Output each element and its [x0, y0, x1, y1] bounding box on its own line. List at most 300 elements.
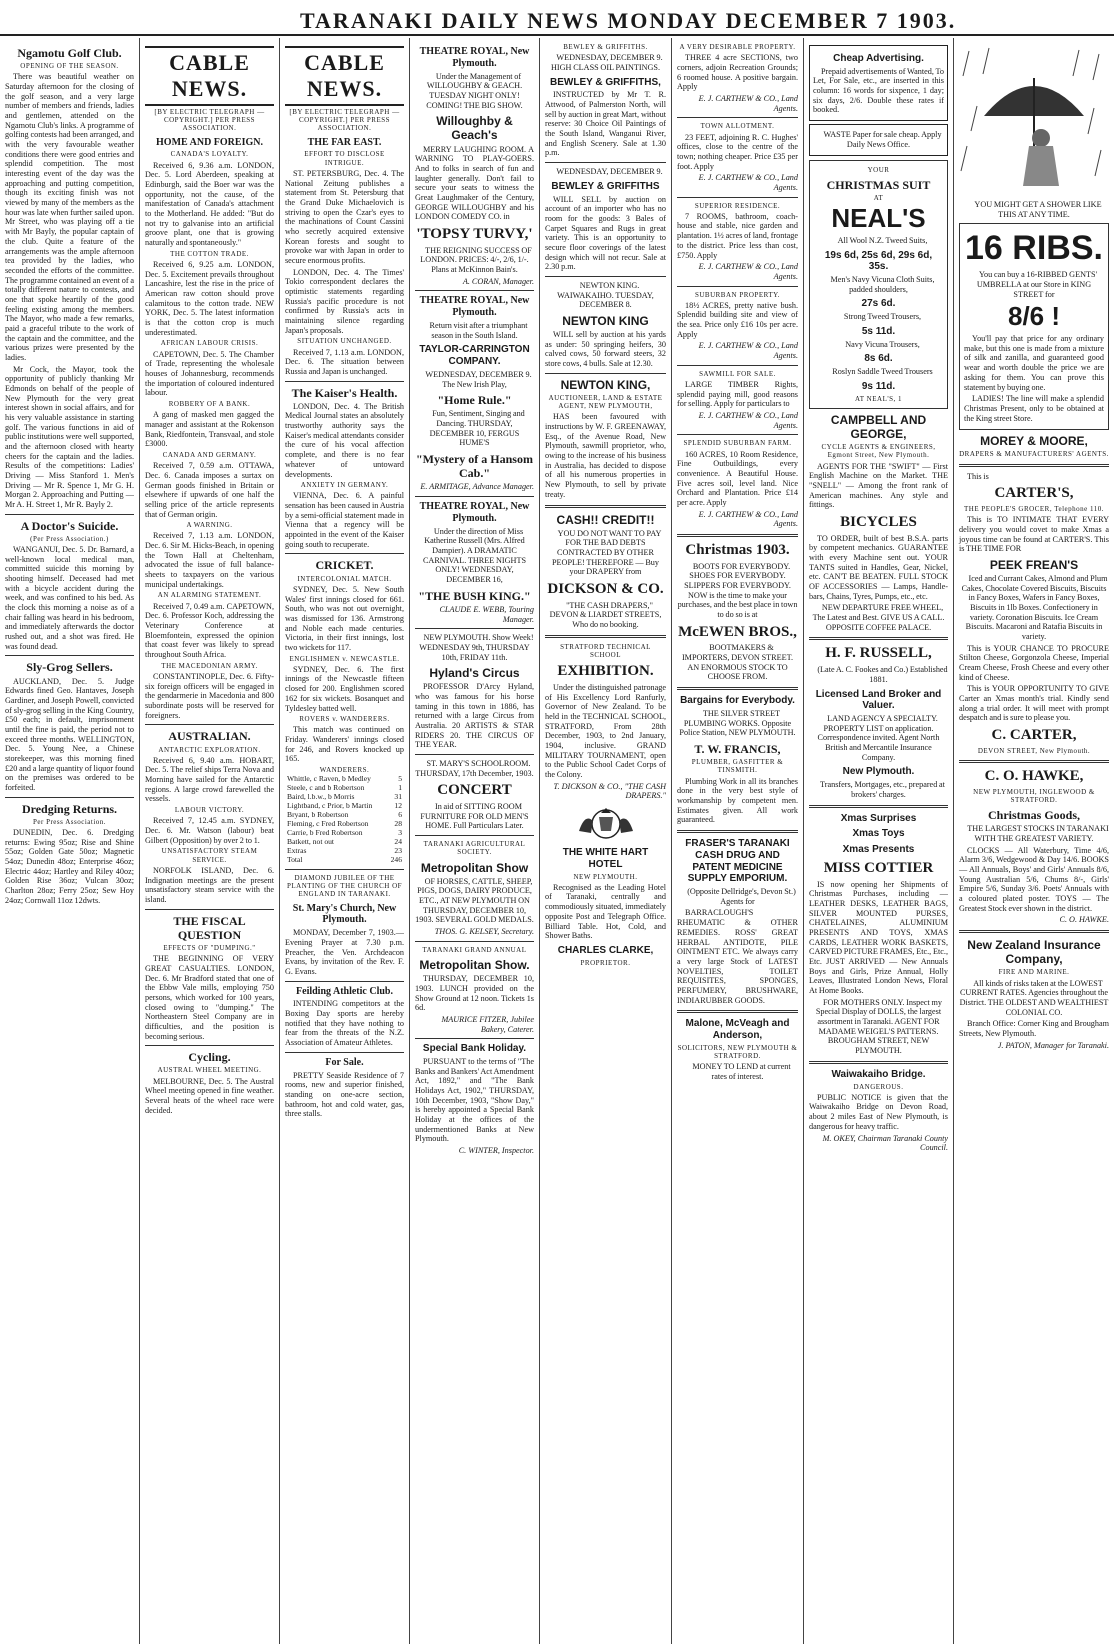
story-heading: AFRICAN LABOUR CRISIS.	[160, 339, 259, 348]
nz-insurance-heading: New Zealand Insurance Company,	[967, 938, 1101, 967]
story-text: Received 6, 9.40 a.m. HOBART, Dec. 5. The relief ships Terra Nova and Morning have sailed for the Antarctic regions. A large crowd farewelled the vessels.	[145, 755, 274, 804]
scorecard-row	[285, 847, 404, 856]
property-text: 160 ACRES, 10 Room Residence, Fine Outbuildings, every convenience. A Beautiful House. Five acres soil, level land. Nice Orchard and Plantation. Price £14 per acre. Apply	[677, 449, 798, 508]
batsman-name: Carrie, b Fred Robertson	[287, 828, 363, 838]
divider	[415, 941, 534, 942]
theatre-manager: CLAUDE E. WEBB, Touring Manager.	[439, 604, 534, 624]
story-text: LONDON, Dec. 4. The Times' Tokio correspondent declares the optimistic statements regarding Russia's pacific procedure is not confirmed by Russia's acts in maintaining silence regarding Japan's proposals.	[285, 267, 404, 335]
new-plymouth-heading: New Plymouth.	[842, 766, 915, 778]
suit-text: Men's Navy Vicuna Cloth Suits, padded shoulders,	[830, 275, 935, 294]
circus-heading: NEW PLYMOUTH. Show Week! WEDNESDAY 9th, THURSDAY 10th, FRIDAY 11th.	[419, 633, 534, 662]
plumber-name: T. W. FRANCIS,	[694, 741, 781, 756]
show-text: OF HORSES, CATTLE, SHEEP, PIGS, DOGS, DAIRY PRODUCE, ETC., AT NEW PLYMOUTH ON THURSDAY, DECEMBER 10, 1903. SEVERAL GOLD MEDALS.	[415, 876, 534, 925]
hotel-text: Recognised as the Leading Hotel of Taranaki, centrally and commodiously situated, immediately opposite Post and Telegraph Office. Billiard Table. Hot, Cold, and Shower Baths.	[545, 882, 666, 941]
divider	[285, 553, 404, 554]
russell-text: LAND AGENCY A SPECIALTY. PROPERTY LIST on application. Correspondence invited. Agent North British and Mercantile Insurance Company.	[817, 714, 940, 762]
hawke-text: THE LARGEST STOCKS IN TARANAKI WITH THE GREATEST VARIETY.	[967, 824, 1109, 844]
bank-holiday-heading: Special Bank Holiday.	[422, 1043, 527, 1055]
boots-text: BOOTS FOR EVERYBODY. SHOES FOR EVERYBODY. SLIPPERS FOR EVERYBODY. NOW is the time to make your purchases, and the best place in town to do so is at	[677, 561, 798, 620]
neals-suit-ad	[809, 160, 948, 409]
play-title: "Mystery of a Hansom Cab."	[416, 452, 533, 481]
golf-heading: Ngamotu Golf Club.	[17, 46, 122, 60]
campbell-text: AGENTS FOR THE "SWIFT" — First English Machine on the Market. THE "SNELL" — Among the front rank of American machines. Any style and fittings.	[809, 461, 948, 510]
story-text: A gang of masked men gagged the manager and assistant at the Rokenson Bank, Riedfontein, Transvaal, and stole £3000.	[145, 410, 274, 449]
c-carter-heading: C. CARTER,	[991, 727, 1077, 744]
hawke-heading: C. O. HAWKE,	[984, 768, 1084, 785]
batsman-name: Steele, c and b Robertson	[287, 783, 365, 793]
xmas-item: Xmas Surprises	[840, 812, 917, 824]
batsman-name: Fleming, c Fred Robertson	[287, 819, 369, 829]
property-text: 18½ ACRES, pretty native bush. Splendid building site and view of the sea. Price only £16 10s per acre. Apply	[677, 300, 798, 339]
story-heading: INTERCOLONIAL MATCH.	[297, 574, 392, 583]
story-heading: LABOUR VICTORY.	[174, 806, 245, 815]
proprietor-title: PROPRIETOR.	[580, 958, 631, 967]
land-agent: E. J. CARTHEW & CO., Land Agents.	[698, 262, 798, 281]
suit-price: 9s 11d.	[861, 380, 896, 392]
property-heading: SAWMILL FOR SALE.	[699, 369, 776, 378]
christmas-goods-heading: Christmas Goods,	[987, 808, 1080, 823]
solicitors-text: MONEY TO LEND at current rates of interest.	[692, 1062, 791, 1081]
carters-sub: THE PEOPLE'S GROCER, Telephone 110.	[964, 504, 1104, 513]
story-text: CAPETOWN, Dec. 5. The Chamber of Trade, representing the wholesale houses of Johannesburg, recommends the importation of coloured indentured labour.	[145, 349, 274, 398]
theatre-text: Return visit after a triumphant season in the South Island.	[429, 320, 528, 340]
opportunity-text: This is YOUR OPPORTUNITY TO GIVE Carter an Xmas month's trial. Kindly send along a trial order. It will meet with prompt despatch and is sure to please you.	[959, 684, 1109, 723]
divider	[415, 628, 534, 629]
land-agent: E. J. CARTHEW & CO., Land Agents.	[698, 173, 798, 192]
suit-text: All Wool N.Z. Tweed Suits,	[837, 235, 928, 245]
society-name: TARANAKI AGRICULTURAL SOCIETY.	[423, 840, 526, 857]
show-text: THURSDAY, DECEMBER 10, 1903. LUNCH provided on the Show Ground at 12 noon. Tickets 1s 6d.	[415, 974, 534, 1013]
theatre-text: MERRY LAUGHING ROOM. A WARNING TO PLAY-GOERS. And to folks in search of fun and laughter generally. Don't fail to secure your seats to witness the Great Laughmaker of the Century, GEORGE WILLOUGHBY and his LONDON COMEDY CO. in	[415, 144, 534, 222]
nz-insurance-signature: J. PATON, Manager for Taranaki.	[997, 1040, 1109, 1050]
transfers-text: Transfers, Mortgages, etc., prepared at brokers' charges.	[820, 780, 945, 799]
divider	[959, 760, 1109, 763]
batsman-name: Baird, l.b.w., b Morris	[287, 792, 355, 802]
auctioneer-name: BEWLEY & GRIFFITHS,	[550, 76, 661, 88]
batsman-name: Bryant, b Robertson	[287, 810, 349, 820]
theatre-text: Fun, Sentiment, Singing and Dancing. THURSDAY, DECEMBER 10, FERGUS HUME'S	[429, 409, 525, 448]
story-heading: EFFECTS OF "DUMPING."	[163, 943, 256, 952]
land-agent: E. J. CARTHEW & CO., Land Agents.	[698, 93, 798, 113]
sixteen-ribs-heading: 16 RIBS.	[965, 229, 1103, 268]
bridge-sub: DANGEROUS.	[853, 1082, 904, 1091]
divider	[545, 162, 666, 163]
property-text: LARGE TIMBER Rights, splendid paying mill, good reasons for selling. Apply for particulars to	[677, 380, 798, 409]
batsman-name: Extras	[287, 845, 307, 855]
slygrog-article: AUCKLAND, Dec. 5. Judge Edwards fined Geo. Hantaves, Joseph Gardiner, and Joseph Powell, convicted of sly-grog selling in the King Country, £50 each; in default, imprisonment until the fine is paid, the period not to exceed three months. WELLINGTON, Dec. 5. Young Nee, a Chinese storekeeper, was this morning fined £20 and a large quantity of liquor found on the premises was ordered to be forfeited.	[5, 676, 134, 792]
divider	[285, 981, 404, 982]
play-title: 'TOPSY TURVY,'	[416, 225, 533, 242]
hawke-sub: NEW PLYMOUTH, INGLEWOOD & STRATFORD.	[973, 787, 1095, 804]
bootmaker-text: BOOTMAKERS & IMPORTERS, DEVON STREET. AN ENORMOUS STOCK TO CHOOSE FROM.	[681, 643, 794, 682]
bootmaker-name: McEWEN BROS.,	[678, 623, 797, 640]
exhibition-text: Under the distinguished patronage of His Excellency Lord Ranfurly, Governor of New Zealand. To be held in the TECHNICAL SCHOOL, STRATFORD, From 28th December, 1903, to 2nd January, 1904, inclusive. GRAND MILITARY TOURNAMENT, open to the Public School Cadet Corps of the Colony.	[545, 682, 666, 779]
column-property	[672, 38, 804, 1644]
auctioneer-name: NEWTON KING,	[560, 377, 651, 392]
cheap-advertising-text: Prepaid advertisements of Wanted, To Let, For Sale, etc., are inserted in this column: 16 words for sixpence, 1 day; six days, 2/6. Double these rates if booked.	[813, 66, 945, 115]
story-text: Received 7, 1.13 a.m. LONDON, Dec. 6. Sir M. Hicks-Beach, in opening the Town Hall at Cheltenham, advocated the issue of full balance-sheets to taxpayers on the various municipal undertakings.	[145, 531, 274, 589]
story-text: ST. PETERSBURG, Dec. 4. The National Zeitung publishes a statement from St. Petersburg that the Grand Duke Michaelovich is striving to open the Czar's eyes to the machinations of Count Cassini who secretly acquired extensive Korean forests and sought to provoke war with Japan in order to secure enormous profits.	[285, 168, 404, 265]
bicycles-heading: BICYCLES	[840, 514, 917, 531]
theatre-heading: THEATRE ROYAL, New Plymouth.	[419, 295, 530, 319]
cheese-text: This is YOUR CHANCE TO PROCURE Stilton Cheese, Gorgonzola Cheese, Imperial Cream Cheese, Frosh Cheese and every other kind of Cheese.	[959, 643, 1109, 682]
newspaper-page	[0, 38, 1114, 1644]
story-heading: A WARNING.	[186, 521, 233, 530]
hawke-signature: C. O. HAWKE.	[1059, 915, 1109, 925]
story-text: LONDON, Dec. 4. The British Medical Journal states an absolutely trustworthy authority says the Kaiser's medical attendants consider the cure of his vocal affection complete, and there is no fear whatever of untoward developments.	[285, 401, 404, 479]
divider	[545, 373, 666, 374]
hotel-location: NEW PLYMOUTH.	[573, 872, 638, 881]
column-retail	[954, 38, 1114, 1644]
neals-name: NEAL'S	[831, 203, 926, 234]
story-heading: ROVERS v. WANDERERS.	[299, 715, 390, 724]
story-heading: ANXIETY IN GERMANY.	[300, 481, 389, 490]
suit-text: Strong Tweed Trousers,	[843, 312, 922, 322]
divider	[415, 1038, 534, 1039]
divider	[415, 835, 534, 836]
bridge-heading: Waiwakaiho Bridge.	[831, 1068, 926, 1080]
company-name: TAYLOR-CARRINGTON COMPANY.	[419, 344, 530, 368]
campbell-sub: CYCLE AGENTS & ENGINEERS, Egmont Street, New Plymouth.	[821, 443, 936, 460]
story-heading: THE MACEDONIAN ARMY.	[161, 661, 258, 670]
proprietor-name: CHARLES CLARKE,	[557, 944, 654, 956]
show-secretary: THOS. G. KELSEY, Secretary.	[434, 927, 534, 937]
bargains-heading: Bargains for Everybody.	[680, 695, 795, 707]
drapery-text: YOU DO NOT WANT TO PAY FOR THE BAD DEBTS CONTRACTED BY OTHER PEOPLE! THEREFORE — Buy your DRAPERY from	[552, 528, 662, 577]
suit-text: Navy Vicuna Trousers,	[845, 339, 920, 349]
auctioneer-title: AUCTIONEER, LAND & ESTATE AGENT, NEW PLYMOUTH,	[548, 393, 663, 411]
nz-insurance-text: Branch Office: Corner King and Brougham Streets, New Plymouth.	[959, 1019, 1109, 1039]
theatre-text: Under the Management of WILLOUGHBY & GEACH. TUESDAY NIGHT ONLY! COMING! THE BIG SHOW.	[426, 71, 523, 110]
column-entertainments	[410, 38, 540, 1644]
page-folio: TARANAKI DAILY NEWS MONDAY DECEMBER 7 1903.	[300, 8, 957, 33]
this-is-label: This is	[967, 471, 989, 481]
batsman-runs: 23	[394, 845, 402, 855]
divider	[415, 496, 534, 497]
carters-heading: CARTER'S,	[994, 485, 1074, 502]
plumbing-text: Plumbing Work in all its branches done in the very best style of workmanship by competent men. Estimates given. All work guaranteed.	[677, 776, 798, 825]
story-text: THE BEGINNING OF VERY GREAT CASUALTIES. LONDON, Dec. 6. Mr Bradford stated that one of the Ebbw Vale mills, employing 750 persons, which worked for 100 years, closed owing to "dumping." The Northeastern Steel Company are in difficulties, and the position is becoming serious.	[145, 954, 274, 1041]
property-heading: SUBURBAN PROPERTY.	[694, 290, 781, 299]
land-agent: E. J. CARTHEW & CO., Land Agents.	[698, 341, 798, 361]
theatre-heading: THEATRE ROYAL, New Plymouth.	[419, 46, 530, 69]
russell-heading: H. F. RUSSELL,	[825, 645, 932, 662]
show-title: Metropolitan Show.	[419, 958, 530, 973]
story-text: Received 7, 1.13 a.m. LONDON, Dec. 6. The situation between Russia and Japan is unchanged.	[285, 347, 404, 376]
suit-prices: 19s 6d, 25s 6d, 29s 6d, 35s.	[824, 249, 933, 273]
christmas-heading: Christmas 1903.	[685, 542, 790, 559]
campbell-heading: CAMPBELL AND GEORGE,	[830, 412, 927, 442]
bank-holiday-text: PURSUANT to the terms of "The Banks and Bankers' Act Amendment Act, 1892," and "The Bank Holidays Act, 1902," THURSDAY, 10th December, 1903, "Show Day," is hereby appointed a Special Bank Holiday at the offices of the undermentioned Banks at New Plymouth.	[415, 1057, 534, 1144]
hawke-text: CLOCKS — All Waterbury, Time 4/6, Alarm 3/6, Wedgewood & Day 14/6. BOOKS — All Annuals, Boys' and Girls' Annuals 8/6, Young Australian 5/6, Chums 8/-, Girls' Empire 5/6, Sunday 3/6. Poets' Annuals with a coloured plated poster. TOYS — The Greatest Stock ever shown in the district.	[959, 845, 1109, 913]
section-heading: The Kaiser's Health.	[291, 385, 398, 400]
suicide-article: WANGANUI, Dec. 5. Dr. Barnard, a well-known local medical man, committed suicide this morning by shooting himself. Deceased had met with a bicycle accident during the week, and was confined to his bed. As the clock this morning a noise as of a chair falling was heard in his bedroom, and immediately afterwards the doctor rushed out, and a shot was fired. He was found dead.	[5, 545, 134, 651]
cottier-text: FOR MOTHERS ONLY. Inspect my Special Display of DOLLS, the largest assortment in Taranaki. AGENT FOR MADAME WEIGEL'S PATTERNS. BROUGHAM STREET, NEW PLYMOUTH.	[815, 997, 943, 1056]
story-text: Received 6, 9.25 a.m. LONDON, Dec. 5. Excitement prevails throughout Lancashire, lest the rise in the price of American raw cotton should prove calamitous to the cotton trade. NEW YORK, Dec. 5. The latest information is that the cotton crop is much underestimated.	[145, 260, 274, 337]
batsman-name: Total	[287, 854, 303, 864]
section-heading: THE FAR EAST.	[307, 136, 382, 148]
divider	[677, 434, 798, 435]
plumber-trade: PLUMBER, GASFITTER & TINSMITH.	[691, 758, 784, 775]
story-text: Received 7, 0.59 a.m. OTTAWA, Dec. 6. Canada imposes a surtax on German goods finished in Britain or elsewhere if upwards of one half the selling price of the article represents that of German origin.	[145, 461, 274, 519]
auction-text: HAS been favoured with instructions by W. F. GREENAWAY, Esq., of the Avenue Road, New Plymouth, sawmill proprietor, who, owing to the increase of his business in Australia, has decided to dispose of all his numerous properties in New Plymouth, to sell by private treaty.	[545, 412, 666, 499]
solicitors-title: SOLICITORS, NEW PLYMOUTH & STRATFORD.	[677, 1043, 798, 1061]
golf-article: There was beautiful weather on Saturday afternoon for the closing of the golf season, and a very large number of members and friends, ladies and gentlemen, attended on the Ngamotu Club's links. A programme of golfing contests had been arranged, and with the very favourable weather conditions there were good entries and splendid competition. The most interesting event of the day was the approaching and putting competition, though its exciting finish was not viewed by many of the members as the hour was late when further sailed upon. Mr Street, who was playing off a tie with Mr Bayly, the popular captain of the club. Quite a feature of the arrangements was the ample afternoon tea provided by the ladies, who seconded the efforts of the committee. The programme contained an event of a totally different nature to contests, and one that spoke heartily of the good feeling existing among the members. The Mayor, who made a few remarks, paid a graceful tribute to the work of the captain and the committee, and the various prizes were presented by the ladies.	[5, 72, 134, 362]
suicide-heading: A Doctor's Suicide.	[20, 518, 119, 533]
auction-text: WILL SELL by auction on account of an importer who has no room for the goods: 3 Bales of Carpet Squares and Rugs in great variety. This is an opportunity to secure floor coverings of the latest design which will not recur. Sale at 2.30 p.m.	[545, 194, 666, 272]
scorecard-table	[285, 775, 404, 865]
story-text: SYDNEY, Dec. 5. New South Wales' first innings closed for 661. South, who was not out overnight, was dismissed for 136. Armstrong and Noble each made centuries. Victoria, in their first innings, lost two wickets for 117.	[285, 584, 404, 652]
nz-insurance-sub: FIRE AND MARINE.	[998, 968, 1070, 977]
divider	[677, 365, 798, 366]
morey-moore-sub: DRAPERS & MANUFACTURERS' AGENTS.	[959, 450, 1109, 459]
cable-news-title: CABLE NEWS.	[145, 46, 274, 106]
divider	[145, 909, 274, 910]
umbrella-rain-illustration-icon	[959, 46, 1109, 196]
umbrella-ad	[959, 223, 1109, 430]
auctioneer-name: NEWTON KING	[562, 313, 649, 328]
c-carter-sub: DEVON STREET, New Plymouth.	[977, 746, 1091, 755]
auction-date: NEWTON KING. WAIWAKAIHO. TUESDAY, DECEMBER 8.	[557, 280, 654, 310]
nz-insurance-text: All kinds of risks taken at the LOWEST CURRENT RATES. Agencies throughout the District. THE OLDEST AND WEALTHIEST COLONIAL CO.	[959, 978, 1109, 1017]
auction-date: WEDNESDAY, DECEMBER 9.	[556, 167, 663, 177]
suit-address: AT NEAL'S, 1	[855, 394, 902, 403]
church-heading: St. Mary's Church, New Plymouth.	[292, 902, 397, 926]
suit-price: 5s 11d.	[861, 325, 896, 337]
property-text: 23 FEET, adjoining R. C. Hughes' offices, close to the centre of the town; nothing cheaper. Price £35 per foot. Apply	[677, 132, 798, 171]
story-text: Received 6, 9.36 a.m. LONDON, Dec. 5. Lord Aberdeen, speaking at Edinburgh, said the Boer war was the opportunity, not the cause, of the manifestation of Canada's attachment to the Motherland. He added: "But do not try to galvanise into an artificial groove plant, one that is growing naturally and spontaneously."	[145, 160, 274, 248]
solicitors-name: Malone, McVeagh and Anderson,	[685, 1018, 790, 1041]
divider	[285, 381, 404, 382]
batsman-name: Whittle, c Raven, b Medley	[287, 774, 371, 784]
divider	[145, 724, 274, 725]
drug-store-text: BARRACLOUGH'S RHEUMATIC & OTHER REMEDIES. ROSS' GREAT HERBAL ANTIDOTE, PILE OINTMENT ETC. We always carry a very large Stock of LATEST NOVELTIES, TOILET REQUISITES, SPONGES, PERFUMERY, BRUSHWARE, INDIARUBBER GOODS.	[677, 908, 798, 1005]
drug-store-heading: FRASER'S TARANAKI CASH DRUG AND PATENT MEDICINE SUPPLY EMPORIUM.	[685, 837, 790, 885]
story-heading: ROBBERY OF A BANK.	[168, 399, 251, 408]
divider	[415, 290, 534, 291]
divider	[959, 464, 1109, 467]
athletic-heading: Feilding Athletic Club.	[296, 985, 393, 997]
divider	[809, 1061, 948, 1064]
play-title: "Home Rule."	[437, 393, 512, 408]
story-text: Received 7, 12.45 a.m. SYDNEY, Dec. 6. Mr. Watson (labour) beat Gilbert (Opposition) by over 2 to 1.	[145, 816, 274, 845]
divider	[677, 117, 798, 118]
peek-frean-text: Iced and Currant Cakes, Almond and Plum Cakes, Chocolate Covered Biscuits, Biscuits in Fancy Boxes, Wafers in Fancy Boxes, Biscuits in 1lb Boxes. Confectionery in variety. Coronation Biscuits. Ice Cream Biscuits. Macaroni and Ratafia Biscuits in variety.	[961, 574, 1108, 642]
bicycles-text: NEW DEPARTURE FREE WHEEL, The Latest and Best. GIVE US A CALL. OPPOSITE COFFEE PALACE.	[812, 603, 945, 632]
concert-text: In aid of SITTING ROOM FURNITURE FOR OLD MEN'S HOME. Full Particulars Later.	[420, 802, 529, 831]
for-sale-text: PRETTY Seaside Residence of 7 rooms, new and superior finished, standing on one-acre section, bathroom, hot and cold water, gas, three stalls.	[285, 1070, 404, 1119]
umbrella-price: 8/6 !	[1007, 301, 1061, 332]
dredging-heading: Dredging Returns.	[21, 801, 118, 816]
golf-subheading: OPENING OF THE SEASON.	[20, 62, 119, 71]
drapers-name: DICKSON & CO.	[547, 581, 664, 598]
scorecard-row	[285, 856, 404, 865]
drapery-text: "THE CASH DRAPERS," DEVON & LIARDET STREETS, Who do no booking.	[549, 600, 662, 630]
divider	[5, 797, 134, 798]
divider	[285, 869, 404, 870]
cheap-advertising-box	[809, 45, 948, 121]
batsman-runs: 24	[394, 837, 402, 847]
story-text: CONSTANTINOPLE, Dec. 6. Fifty-six foreign officers will be engaged in the gendarmerie in Macedonia and 800 subordinate posts will be reserved for foreigners.	[145, 672, 274, 720]
auction-date: WEDNESDAY, DECEMBER 9. HIGH CLASS OIL PAINTINGS.	[550, 53, 663, 72]
carters-text: This is TO INTIMATE THAT EVERY delivery you would covet to make Xmas a joyous time can be found at CARTER'S. This is THE TIME FOR	[959, 515, 1109, 554]
batsman-runs: 3	[398, 828, 402, 838]
peek-frean-heading: PEEK FREAN'S	[989, 557, 1079, 572]
divider	[545, 276, 666, 277]
column-advertising	[804, 38, 954, 1644]
royal-crest-icon	[571, 807, 641, 841]
property-heading: SUPERIOR RESIDENCE.	[694, 201, 781, 210]
auction-text: WILL sell by auction at his yards as under: 50 springing heifers, 30 calved cows, 50 forward steers, 32 store cows, 4 bulls. Sale at 12.30.	[545, 330, 666, 369]
golf-article-cont: Mr Cock, the Mayor, took the opportunity of publicly thanking Mr Edmonds on behalf of the people of New Plymouth for the very great interest shown in social affairs, and for his very valuable assistance in starting golf. The various functions in aid of public institutions were well supported, and the afternoon closed with hearty cheers for the captain and the ladies. Results of the competitions: Ladies' Driving — Miss Stanford 1. Men's Driving — Mr R. Spence 1, Mr G. H. Morgan 2. Approaching and Putting — Mr A. H. Street 1, Mr R. Bayly 2.	[5, 364, 134, 509]
theatre-heading: THEATRE ROYAL, New Plymouth.	[419, 501, 530, 524]
cottier-text: IS now opening her Shipments of Christmas Purchases, including — LEATHER DESKS, LEATHER BAGS, SILVER MOUNTED PURSES, CHATELAINES, ALUMINIUM PRESENTS AND TOYS, XMAS CARDS, LEATHER WORK BASKETS, CARVED PICTURE FRAMES, Etc., Etc., Etc. JUST ARRIVED — New Annuals Boys and Girls, Prize Annual, Holly Leaves, Illustrated London News, Floral At Home Books.	[809, 879, 948, 996]
story-heading: AUSTRAL WHEEL MEETING.	[157, 1066, 262, 1075]
bicycles-text: TO ORDER, built of best B.S.A. parts by competent mechanics. GUARANTEE with every Machine sent out. YOUR TANTS suited in Handles, Gear, Nickel, etc. CAN'T BE BEATEN. FULL STOCK OF ACCESSORIES — Lamps, Handle-bars, Chains, Tyres, Pumps, etc., etc.	[809, 533, 948, 601]
story-heading: UNSATISFACTORY STEAM SERVICE.	[161, 847, 258, 864]
divider	[959, 930, 1109, 933]
property-heading: SPLENDID SUBURBAN FARM.	[683, 439, 792, 448]
bank-inspector: C. WINTER, Inspector.	[458, 1146, 534, 1156]
theatre-text: Under the direction of Miss Katherine Russell (Mrs. Alfred Dampier). A DRAMATIC CARNIVAL. THREE NIGHTS ONLY! WEDNESDAY, DECEMBER 16,	[422, 526, 527, 584]
batsman-runs: 31	[394, 792, 402, 802]
scorecard-heading: WANDERERS.	[319, 766, 370, 775]
xmas-item: Xmas Toys	[852, 828, 905, 840]
story-text: Received 7, 0.49 a.m. CAPETOWN, Dec. 6. Professor Koch, addressing the Veterinary Conference at Bloemfontein, expressed the opinion that coast fever was likely to spread throughout South Africa.	[145, 601, 274, 660]
batsman-runs: 6	[398, 810, 402, 820]
story-heading: SITUATION UNCHANGED.	[297, 337, 392, 346]
masthead	[0, 0, 1114, 36]
umbrella-caption: YOU MIGHT GET A SHOWER LIKE THIS AT ANY TIME.	[974, 200, 1102, 219]
copyright-note: [BY ELECTRIC TELEGRAPH — COPYRIGHT.] PER PRESS ASSOCIATION.	[289, 107, 400, 133]
property-text: THREE 4 acre SECTIONS, two corners, adjoin Recreation Grounds; 6 roomed house. A positive bargain. Apply	[677, 53, 798, 92]
theatre-manager: E. ARMITAGE, Advance Manager.	[420, 482, 534, 492]
column-local-news	[0, 38, 140, 1644]
section-heading: HOME AND FOREIGN.	[156, 136, 263, 148]
suit-heading: CHRISTMAS SUIT	[826, 177, 931, 192]
suit-price: 27s 6d.	[861, 298, 896, 310]
exhibition-signature: T. DICKSON & CO., "THE CASH DRAPERS."	[553, 781, 666, 801]
cable-news-title: CABLE NEWS.	[285, 46, 404, 106]
suit-your: YOUR	[867, 165, 890, 174]
story-heading: CANADA'S LOYALTY.	[170, 150, 249, 159]
divider	[677, 1010, 798, 1013]
land-broker-heading: Licensed Land Broker and Valuer.	[815, 688, 942, 712]
divider	[677, 534, 798, 537]
land-agent: E. J. CARTHEW & CO., Land Agents.	[698, 509, 798, 529]
auction-heading: BEWLEY & GRIFFITHS.	[563, 43, 648, 51]
xmas-item: Xmas Presents	[842, 844, 915, 856]
theatre-manager: A. CORAN, Manager.	[462, 276, 534, 286]
batsman-runs: 12	[394, 801, 402, 811]
exhibition-heading: EXHIBITION.	[557, 663, 654, 680]
society-name: TARANAKI GRAND ANNUAL	[422, 945, 527, 954]
concert-heading: ST. MARY'S SCHOOLROOM. THURSDAY, 17th December, 1903.	[415, 759, 534, 778]
story-text: VIENNA, Dec. 6. A painful sensation has been caused in Austria by a semi-official statement made in Vienna that a regency will be appointed in the event of the Kaiser going south to recuperate.	[285, 491, 404, 549]
waste-paper-text: WASTE Paper for sale cheap. Apply Daily News Office.	[823, 130, 942, 149]
copyright-note: [BY ELECTRIC TELEGRAPH — COPYRIGHT.] PER PRESS ASSOCIATION.	[154, 107, 265, 133]
drug-store-sub: (Opposite Dellridge's, Devon St.) Agents for	[687, 887, 796, 906]
bridge-text: PUBLIC NOTICE is given that the Waiwakaiho Bridge on Devon Road, about 2 miles East of New Plymouth, is dangerous for heavy traffic.	[809, 1092, 948, 1131]
story-heading: CANADA AND GERMANY.	[162, 450, 257, 459]
divider	[677, 830, 798, 833]
suit-price: 8s 6d.	[864, 353, 893, 365]
story-text: SYDNEY, Dec. 6. The first innings of the Newcastle fifteen closed for 200. Englishmen scored 162 for six wickets. Bosanquet and Tyldesley batted well.	[285, 664, 404, 713]
auction-text: INSTRUCTED by Mr T. R. Attwood, of Palmerston North, will sell by auction in great Mart, without reserve: 30 Choice Oil Paintings of the South Island, Wanganui River, and English Scenery. Sale at 1.30 p.m.	[545, 90, 666, 158]
slygrog-heading: Sly-Grog Sellers.	[26, 660, 113, 675]
auctioneer-name: BEWLEY & GRIFFITHS	[551, 180, 660, 192]
batsman-name: Batkett, not out	[287, 837, 335, 847]
cash-credit-heading: CASH!! CREDIT!!	[556, 512, 655, 527]
story-heading: EFFORT TO DISCLOSE INTRIGUE.	[304, 150, 385, 167]
land-agent: E. J. CARTHEW & CO., Land Agents.	[698, 411, 798, 430]
story-heading: THE COTTON TRADE.	[170, 249, 249, 258]
hotel-name: THE WHITE HART HOTEL	[562, 846, 649, 870]
story-heading: ENGLISHMEN v. NEWCASTLE.	[289, 654, 400, 663]
story-text: NORFOLK ISLAND, Dec. 6. Indignation meetings are the present unsatisfactory steam service with the island.	[145, 865, 274, 904]
divider	[285, 1052, 404, 1053]
batsman-name: Lightband, c Prior, b Martin	[287, 801, 373, 811]
batsman-runs: 1	[398, 783, 402, 793]
property-text: 7 ROOMS, bathroom, coach-house and stable, nice garden and plantation. 1½ acres of land, frontage to the district. Price less than cost, £750. Apply	[677, 211, 798, 260]
property-heading: A VERY DESIRABLE PROPERTY.	[679, 43, 796, 51]
divider	[677, 687, 798, 690]
story-heading: ANTARCTIC EXPLORATION.	[158, 745, 261, 754]
section-heading: AUSTRALIAN.	[168, 729, 251, 744]
theatre-text: THE REIGNING SUCCESS OF LONDON. PRICES: 4/-, 2/6, 1/-. Plans at McKinnon Bain's.	[420, 245, 532, 274]
circus-text: PROFESSOR D'Arcy Hyland, who was famous for his horse taming in this town in 1886, has returned with a large Circus from Australia. 20 ARTISTS & STAR RIDERS 20. THE CIRCUS OF THE YEAR.	[415, 682, 534, 750]
caterer: MAURICE FITZER, Jubilee Bakery, Caterer.	[441, 1014, 534, 1034]
column-auctions	[540, 38, 672, 1644]
dredging-subheading: Per Press Association.	[32, 817, 107, 826]
divider	[677, 197, 798, 198]
divider	[545, 505, 666, 508]
dredging-article: DUNEDIN, Dec. 6. Dredging returns: Ewing 95oz; Rise and Shine 55oz; Golden Gate 50oz; Magnetic 54oz; Dunedin 48oz; Enterprise 46oz; Electric 44oz; Hartley and Riley 40oz; Golden Rise 36oz; Vulcan 30oz; Charlton 28oz; Ferry 25oz; Sew Hoy 24oz; Cornwall 11oz 12dwts.	[5, 828, 134, 905]
divider	[545, 635, 666, 638]
divider	[5, 655, 134, 656]
divider	[5, 514, 134, 515]
batsman-runs: 246	[390, 854, 402, 864]
story-text: This match was continued on Friday. Wanderers' innings closed for 246, and Rovers knocked up 165.	[285, 725, 404, 764]
divider	[415, 754, 534, 755]
umbrella-text: You can buy a 16-RIBBED GENTS' UMBRELLA at our Store in KING STREET for	[976, 270, 1098, 299]
ladies-text: LADIES! The line will make a splendid Christmas Present, only to be obtained at the King street Store.	[964, 394, 1104, 423]
theatre-text: WEDNESDAY, DECEMBER 9. The New Irish Play,	[425, 369, 532, 389]
suit-at: AT	[873, 193, 884, 202]
jubilee-heading: DIAMOND JUBILEE OF THE PLANTING OF THE CHURCH OF ENGLAND IN TARANAKI.	[286, 873, 403, 899]
church-text: MONDAY, December 7, 1903.— Evening Prayer at 7.30 p.m. Preacher, the Ven. Archdeacon Evans, by invitation of the Rev. F. G. Evans.	[285, 928, 404, 976]
batsman-runs: 28	[394, 819, 402, 829]
play-title: "THE BUSH KING."	[418, 588, 531, 603]
russell-sub: (Late A. C. Fookes and Co.) Established 1881.	[817, 665, 948, 684]
cheap-advertising-heading: Cheap Advertising.	[833, 53, 924, 64]
divider	[145, 1045, 274, 1046]
bridge-signature: M. OKEY, Chairman Taranaki County Council.	[822, 1133, 948, 1153]
morey-moore-heading: MOREY & MOORE,	[980, 434, 1088, 449]
batsman-runs: 5	[398, 774, 402, 784]
waste-paper-ad	[809, 124, 948, 155]
school-heading: STRATFORD TECHNICAL SCHOOL	[560, 642, 651, 659]
divider	[809, 805, 948, 808]
story-heading: AN ALARMING STATEMENT.	[157, 591, 262, 600]
section-heading: CRICKET.	[315, 558, 374, 573]
story-text: MELBOURNE, Dec. 5. The Austral Wheel meeting opened in fine weather. Several heats of the wheel race were decided.	[145, 1076, 274, 1115]
show-title: Metropolitan Show	[420, 860, 529, 875]
athletic-text: INTENDING competitors at the Boxing Day sports are hereby notified that they have nothing to fear from the threats of the N.Z. Association of Amateur Athletes.	[285, 999, 404, 1048]
cottier-heading: MISS COTTIER	[823, 859, 934, 876]
suit-text: Roslyn Saddle Tweed Trousers	[832, 367, 933, 377]
circus-name: Hyland's Circus	[429, 666, 520, 681]
